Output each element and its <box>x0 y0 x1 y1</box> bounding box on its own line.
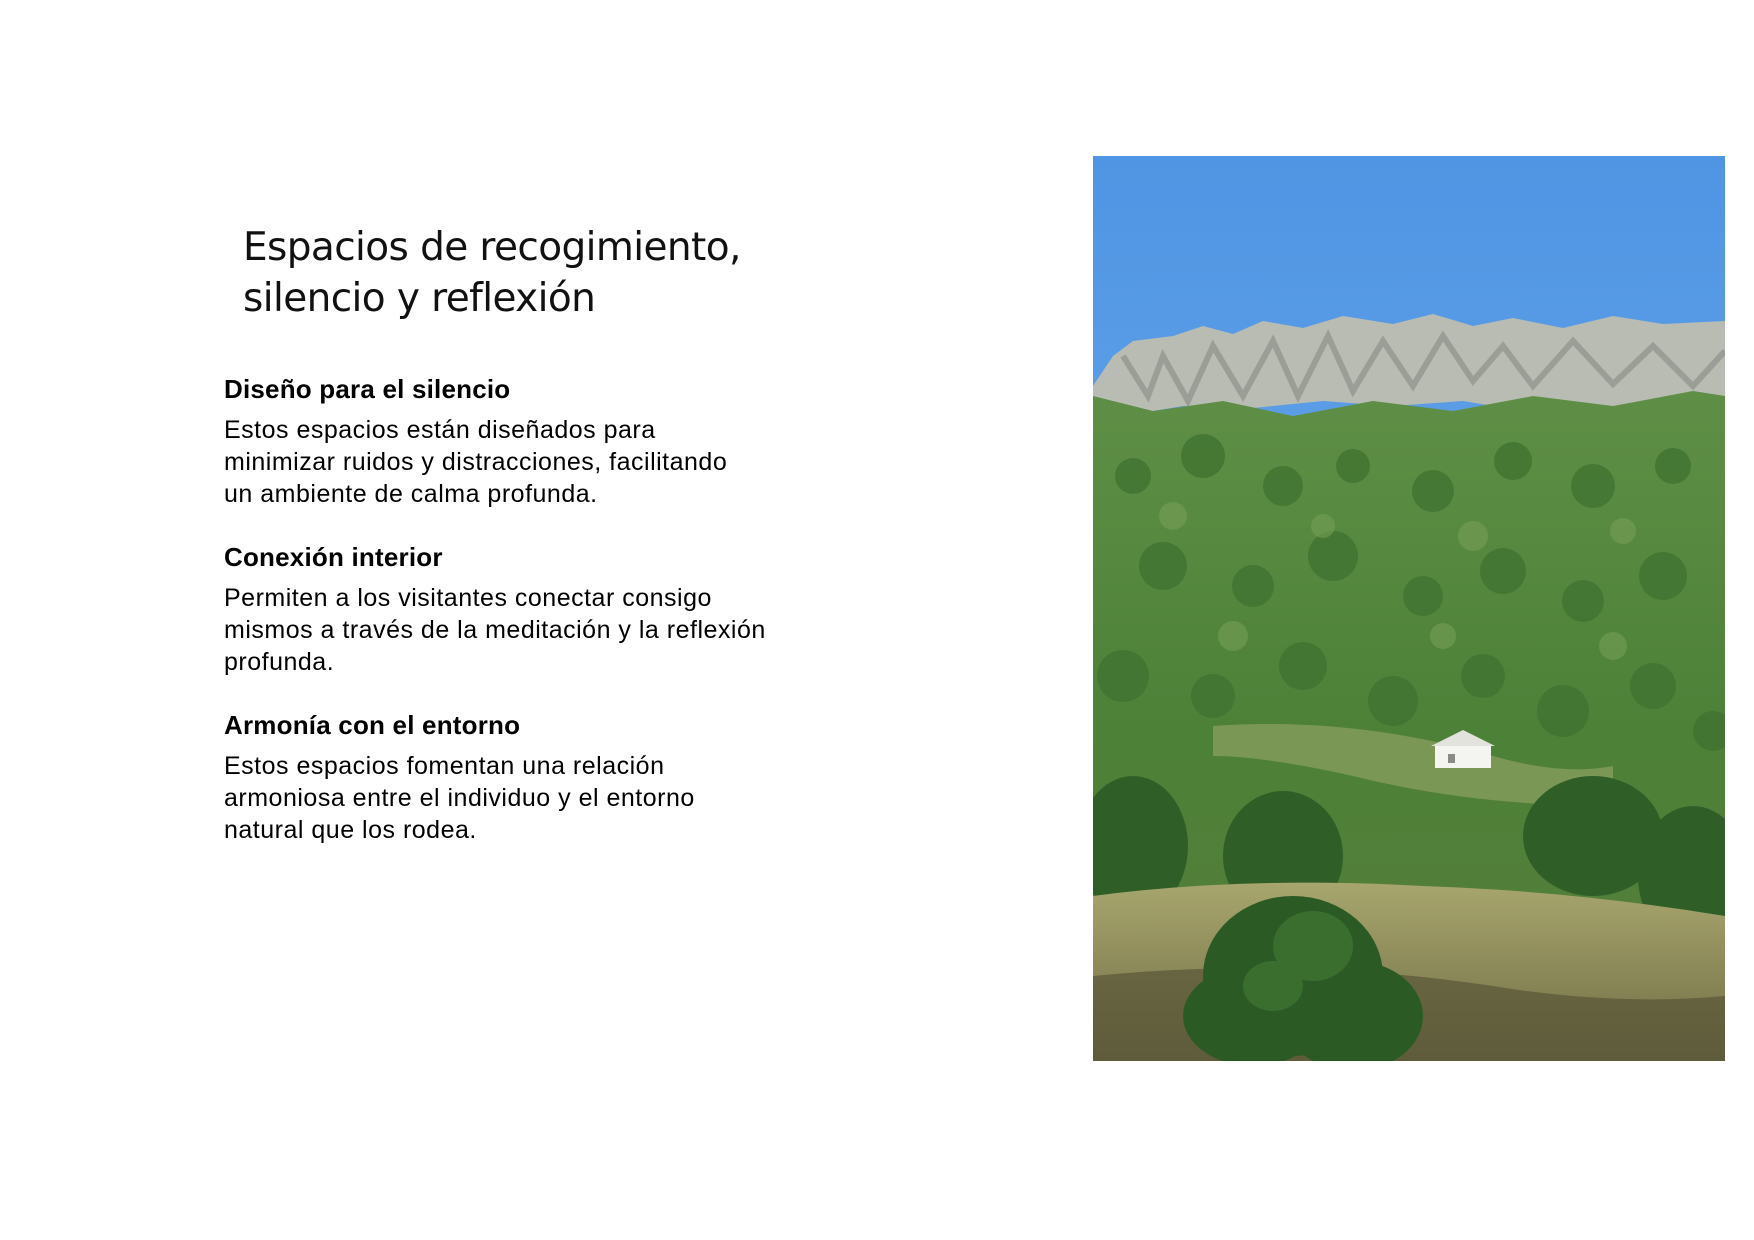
body-line: Estos espacios están diseñados para <box>224 416 656 444</box>
section-heading: Conexión interior <box>224 542 443 572</box>
body-line: profunda. <box>224 648 335 676</box>
title-line-1: Espacios de recogimiento, <box>243 225 741 270</box>
section-heading: Diseño para el silencio <box>224 374 511 404</box>
section-body <box>224 414 844 510</box>
title-line-2: silencio y reflexión <box>243 276 596 321</box>
body-line: armoniosa entre el individuo y el entorno <box>224 784 695 812</box>
section-silence-design <box>224 374 844 510</box>
page-title <box>243 222 863 324</box>
section-harmony-environment <box>224 710 844 846</box>
section-body <box>224 582 844 678</box>
body-line: natural que los rodea. <box>224 816 477 844</box>
section-body <box>224 750 844 846</box>
section-inner-connection <box>224 542 844 678</box>
body-line: un ambiente de calma profunda. <box>224 480 598 508</box>
body-line: minimizar ruidos y distracciones, facilitando <box>224 448 728 476</box>
body-line: Permiten a los visitantes conectar consigo <box>224 584 712 612</box>
section-heading: Armonía con el entorno <box>224 710 521 740</box>
body-line: Estos espacios fomentan una relación <box>224 752 665 780</box>
landscape-photo <box>1093 156 1725 1061</box>
body-line: mismos a través de la meditación y la reflexión <box>224 616 766 644</box>
